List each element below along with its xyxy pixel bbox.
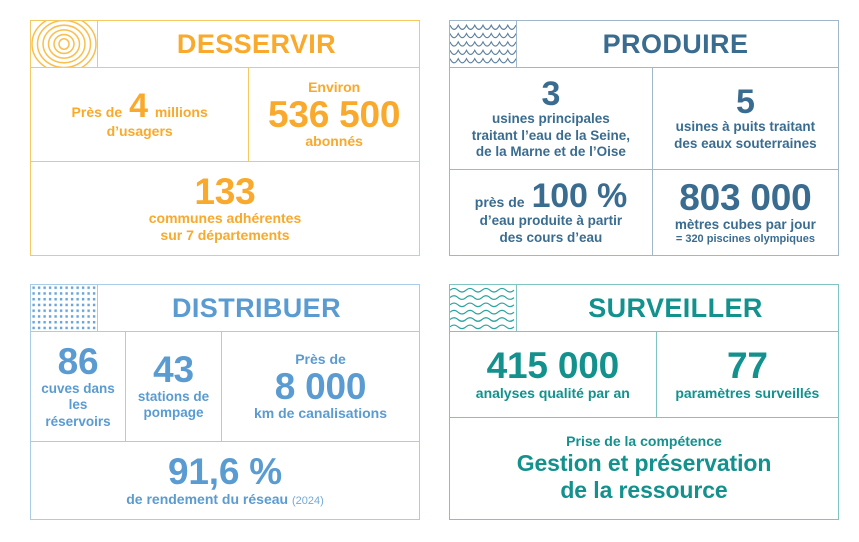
- stat-eau-cours-caption-line2: des cours d’eau: [499, 229, 603, 245]
- panel-title-distribuer: DISTRIBUER: [171, 292, 341, 323]
- stat-usines-principales-caption-line1: usines principales: [491, 111, 610, 127]
- stat-abonnes: [248, 68, 419, 161]
- dot-grid-icon: [31, 285, 98, 331]
- surveiller-row-2: [450, 417, 838, 519]
- desservir-row-2: [31, 161, 419, 255]
- stat-communes: [31, 162, 419, 255]
- stat-stations-caption-line2: pompage: [143, 405, 204, 421]
- stat-parametres: [656, 332, 838, 417]
- produire-row-1: [450, 68, 838, 169]
- stat-eau-cours-prefix: près de: [474, 193, 525, 210]
- stat-canalisations-number: 8 000: [274, 365, 367, 407]
- statement-competence-line2: de la ressource: [560, 477, 728, 504]
- stat-rendement-caption: de rendement du réseau: [126, 490, 289, 507]
- panel-desservir: [30, 20, 420, 256]
- stat-usines-principales: [450, 68, 652, 169]
- stat-usagers-caption: d’usagers: [106, 123, 173, 140]
- stat-metres-cubes-note: = 320 piscines olympiques: [675, 233, 815, 246]
- stat-metres-cubes-caption: mètres cubes par jour: [674, 216, 816, 232]
- stat-usagers: [31, 68, 248, 161]
- stat-eau-cours: [450, 170, 652, 255]
- stat-eau-cours-number: 100 %: [531, 176, 627, 215]
- stat-stations: [125, 332, 221, 441]
- stat-communes-caption-line1: communes adhérentes: [148, 210, 302, 227]
- statement-competence-line1: Gestion et préservation: [516, 450, 772, 477]
- stat-eau-cours-caption-line1: d’eau produite à partir: [479, 213, 623, 229]
- desservir-row-1: [31, 68, 419, 161]
- panel-title-surveiller: SURVEILLER: [588, 292, 763, 323]
- stat-usagers-suffix: millions: [154, 103, 208, 120]
- stat-usines-puits-caption-line2: des eaux souterraines: [674, 135, 817, 151]
- stat-stations-number: 43: [153, 349, 194, 391]
- produire-row-2: [450, 169, 838, 255]
- panel-header-desservir: [31, 21, 419, 68]
- distribuer-row-2: [31, 441, 419, 519]
- stat-usagers-prefix: Près de: [71, 103, 123, 120]
- stat-abonnes-prefix: Environ: [308, 78, 361, 95]
- stat-analyses-caption: analyses qualité par an: [475, 384, 630, 401]
- panel-title-desservir: DESSERVIR: [176, 28, 337, 59]
- panel-title-produire: PRODUIRE: [602, 28, 749, 59]
- panel-distribuer: [30, 284, 420, 520]
- panel-header-surveiller: [450, 285, 838, 332]
- stat-rendement-year: (2024): [291, 494, 324, 507]
- stat-canalisations: [221, 332, 419, 441]
- stat-usines-principales-number: 3: [541, 74, 561, 113]
- stat-canalisations-caption: km de canalisations: [253, 405, 388, 422]
- panel-surveiller: [449, 284, 839, 520]
- stat-analyses: [450, 332, 656, 417]
- stat-analyses-number: 415 000: [486, 344, 619, 386]
- stat-usines-principales-caption-line3: de la Marne et de l’Oise: [475, 144, 626, 160]
- stat-rendement: [31, 442, 419, 519]
- stat-usines-puits-number: 5: [736, 82, 755, 121]
- panel-header-distribuer: [31, 285, 419, 332]
- stat-metres-cubes-number: 803 000: [679, 176, 812, 218]
- stat-usines-puits: [652, 68, 838, 169]
- surveiller-row-1: [450, 332, 838, 417]
- stat-parametres-number: 77: [726, 344, 768, 386]
- distribuer-row-1: [31, 332, 419, 441]
- stat-cuves-caption-line2: les réservoirs: [45, 397, 111, 429]
- panel-produire: [449, 20, 839, 256]
- stat-usagers-number: 4: [129, 86, 148, 125]
- stat-abonnes-caption: abonnés: [305, 133, 363, 150]
- statement-competence: [450, 418, 838, 519]
- stat-abonnes-number: 536 500: [267, 93, 401, 135]
- stat-stations-caption-line1: stations de: [137, 388, 210, 404]
- panel-header-produire: [450, 21, 838, 68]
- scalloped-waves-icon: [450, 21, 517, 67]
- stat-canalisations-prefix: Près de: [295, 350, 346, 367]
- stat-rendement-number: 91,6 %: [168, 450, 282, 492]
- stat-metres-cubes: [652, 170, 838, 255]
- stat-cuves-number: 86: [57, 340, 99, 382]
- stat-parametres-caption: paramètres surveillés: [675, 384, 820, 401]
- stat-usines-principales-caption-line2: traitant l’eau de la Seine,: [471, 127, 631, 143]
- stat-rendement-caption-wrap: [126, 491, 324, 508]
- concentric-rings-icon: [31, 21, 98, 67]
- stat-cuves: [31, 332, 125, 441]
- stat-cuves-caption-line1: cuves dans: [41, 380, 115, 396]
- statement-competence-lead: Prise de la compétence: [566, 432, 722, 449]
- stat-communes-number: 133: [194, 170, 256, 212]
- wavy-lines-icon: [450, 285, 517, 331]
- stat-communes-caption-line2: sur 7 départements: [160, 227, 290, 244]
- stat-usines-puits-caption-line1: usines à puits traitant: [675, 119, 816, 135]
